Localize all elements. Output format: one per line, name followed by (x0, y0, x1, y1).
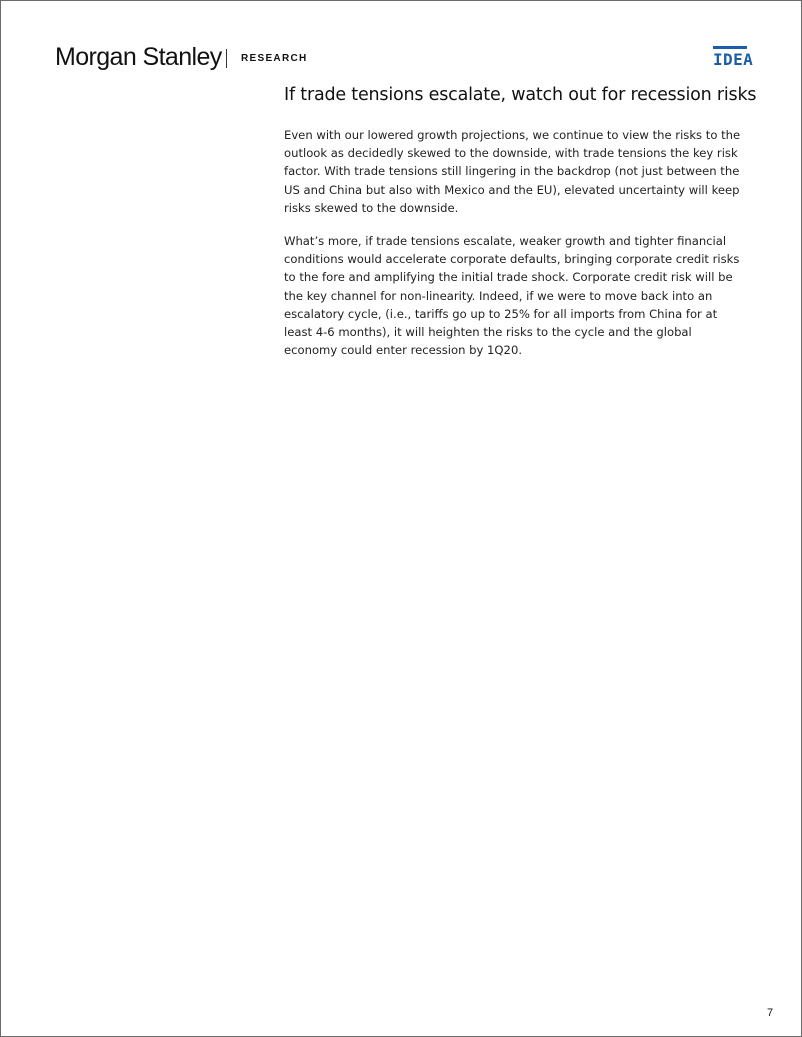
header-divider (226, 49, 227, 68)
page-number: 7 (767, 1007, 774, 1019)
body-paragraph: Even with our lowered growth projections, we continue to view the risks to the outlook as decidedly skewed to the downside, with trade tensions the key risk factor. With trade tensions still lingering in the backdrop (not just between the US and China but also with Mexico and the EU), elevated uncertainty will keep risks skewed to the downside. (284, 128, 741, 215)
morgan-stanley-logo: Morgan Stanley (55, 43, 222, 71)
research-label: RESEARCH (241, 53, 308, 64)
article-headline: If trade tensions escalate, watch out for recession risks (284, 85, 757, 105)
body-paragraph: What’s more, if trade tensions escalate, weaker growth and tighter financial conditions would accelerate corporate defaults, bringing corporate credit risks to the fore and amplifying the initial trade shock. Corporate credit risk will be the key channel for non-linearity. Indeed, if we were to move back into an escalatory cycle, (i.e., tariffs go up to 25% for all imports from China for at least 4-6 months), it will heighten the risks to the cycle and the global economy could enter recession by 1Q20. (284, 234, 740, 358)
idea-badge (713, 46, 754, 69)
idea-badge-bar (713, 46, 747, 49)
idea-badge-text: IDEA (713, 50, 754, 69)
article-body (284, 126, 746, 374)
